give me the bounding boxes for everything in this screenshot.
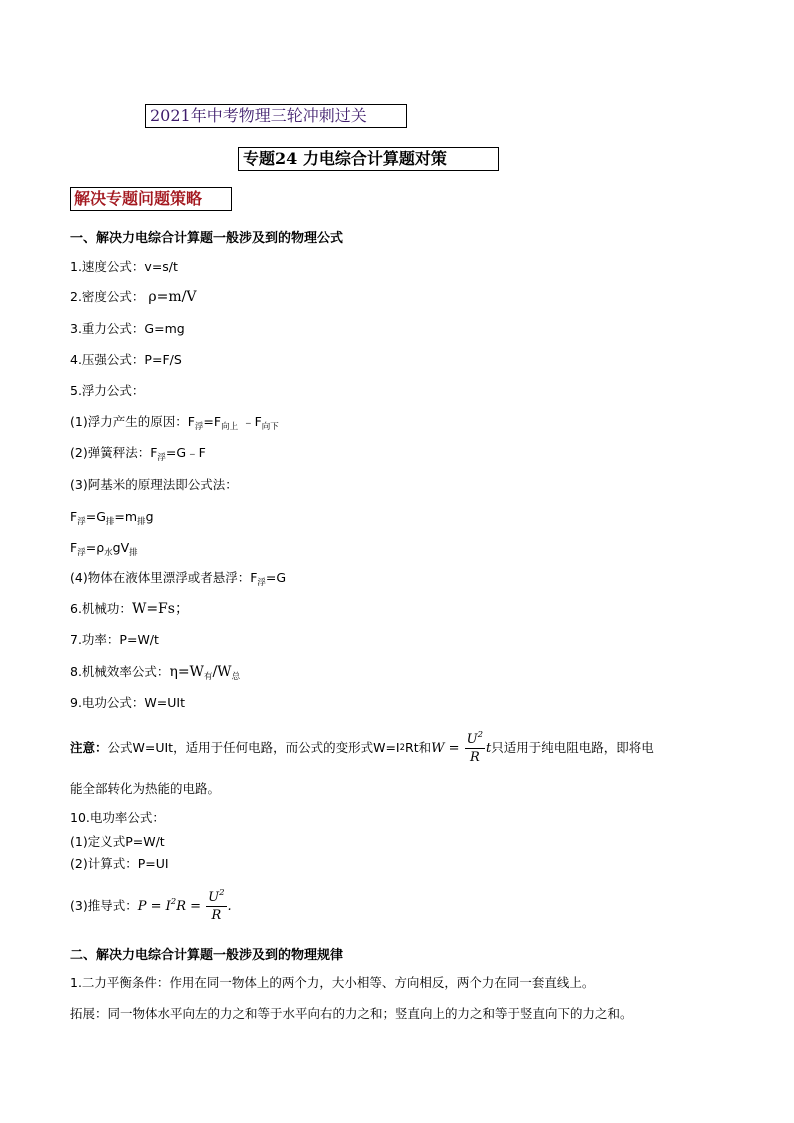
- archimedes-formula-2: $F_浮=\rho_水gV_排$: [70, 540, 138, 558]
- note-text-3: 只适用于纯电阻电路，即将电: [491, 740, 654, 755]
- sub-you: 有: [203, 672, 213, 682]
- formula-electric-power: 10.电功率公式：: [70, 810, 165, 825]
- power-definition: (1)定义式P=W/t: [70, 834, 165, 849]
- sub-pai: 排: [105, 517, 115, 527]
- power-derivation: [70, 886, 232, 926]
- section1-heading: 一、解决力电综合计算题一般涉及到的物理公式: [70, 231, 344, 246]
- archimedes-formula-1: $F_浮=G_排=m_排g$: [70, 509, 154, 527]
- note-text-1: 公式W=UIt，适用于任何电路，而公式的变形式W=I: [107, 740, 400, 755]
- sub-shui: 水: [104, 548, 113, 558]
- strategy-label: 解决专题问题策略: [70, 187, 232, 211]
- formula-density-label: 2.密度公式：: [70, 289, 145, 304]
- formula-efficiency-label: 8.机械效率公式：: [70, 664, 170, 679]
- formula-pressure: 4.压强公式：P=F/S: [70, 352, 182, 367]
- section2-heading: 二、解决力电综合计算题一般涉及到的物理规律: [70, 948, 344, 963]
- note-line: 注意： 公式W=UIt，适用于任何电路，而公式的变形式W=I 2 Rt和 W = $\frac{U^2}{R}$ t 只适用于纯电阻电路，即将电: [70, 729, 654, 765]
- formula-work-label: 6.机械功：: [70, 601, 132, 616]
- formula-gravity: 3.重力公式：G=mg: [70, 321, 185, 336]
- formula-density-expr: ρ=m/V: [148, 289, 197, 305]
- note-text-2: Rt和: [405, 740, 432, 755]
- sub-pai: 排: [129, 548, 138, 558]
- formula-power: 7.功率：P=W/t: [70, 632, 159, 647]
- sub-up: 向上: [221, 422, 239, 432]
- buoyancy-float: (4)物体在液体里漂浮或者悬浮：$F_浮=G$: [70, 570, 287, 588]
- sub-pai: 排: [137, 517, 146, 527]
- formula-speed: 1.速度公式：v=s/t: [70, 259, 178, 274]
- power-calculation: (2)计算式：P=UI: [70, 856, 169, 871]
- buoyancy-archimedes: (3)阿基米的原理法即公式法：: [70, 477, 238, 492]
- buoyancy-spring: (2)弹簧秤法：$F_浮=G﹣F$: [70, 445, 206, 463]
- formula-work: [70, 601, 189, 617]
- note-label: 注意：: [70, 740, 108, 755]
- rule-balance: 1.二力平衡条件：作用在同一物体上的两个力，大小相等、方向相反，两个力在同一套直线上。: [70, 975, 595, 990]
- sub-fu: 浮: [257, 578, 266, 588]
- formula-buoyancy: 5.浮力公式：: [70, 383, 145, 398]
- rule-extension: 拓展：同一物体水平向左的力之和等于水平向右的力之和；竖直向上的力之和等于竖直向下的力之和。: [70, 1006, 633, 1021]
- sub-fu: 浮: [157, 453, 166, 463]
- sub-zong: 总: [231, 672, 241, 682]
- buoyancy-spring-label: (2)弹簧秤法：F: [70, 445, 158, 460]
- note-formula: W = $\frac{U^2}{R}$ t: [431, 729, 492, 765]
- formula-efficiency: 8.机械效率公式：$\eta=W_有/W_总$: [70, 664, 241, 682]
- note-continuation: 能全部转化为热能的电路。: [70, 781, 221, 796]
- buoyancy-float-label: (4)物体在液体里漂浮或者悬浮：F: [70, 570, 258, 585]
- sub-fu: 浮: [77, 548, 86, 558]
- document-title: 2021年中考物理三轮冲刺过关: [145, 104, 407, 128]
- sub-down: 向下: [261, 422, 279, 432]
- document-subtitle: 专题24 力电综合计算题对策: [238, 147, 499, 171]
- sub-fu: 浮: [194, 422, 204, 432]
- buoyancy-cause-label: (1)浮力产生的原因：F: [70, 414, 195, 429]
- formula-electric-work: 9.电功公式：W=UIt: [70, 695, 185, 710]
- power-derivation-label: (3)推导式：: [70, 898, 138, 913]
- buoyancy-cause: (1)浮力产生的原因：$F_浮=F_{向上}$ $﹣F_{向下}$: [70, 414, 279, 432]
- sub-fu: 浮: [77, 517, 86, 527]
- formula-work-expr: W=Fs；: [131, 601, 189, 617]
- power-derivation-formula: $P = I^2R$ = $\frac{U^2}{R}$ .: [137, 887, 232, 923]
- formula-density: [70, 289, 197, 305]
